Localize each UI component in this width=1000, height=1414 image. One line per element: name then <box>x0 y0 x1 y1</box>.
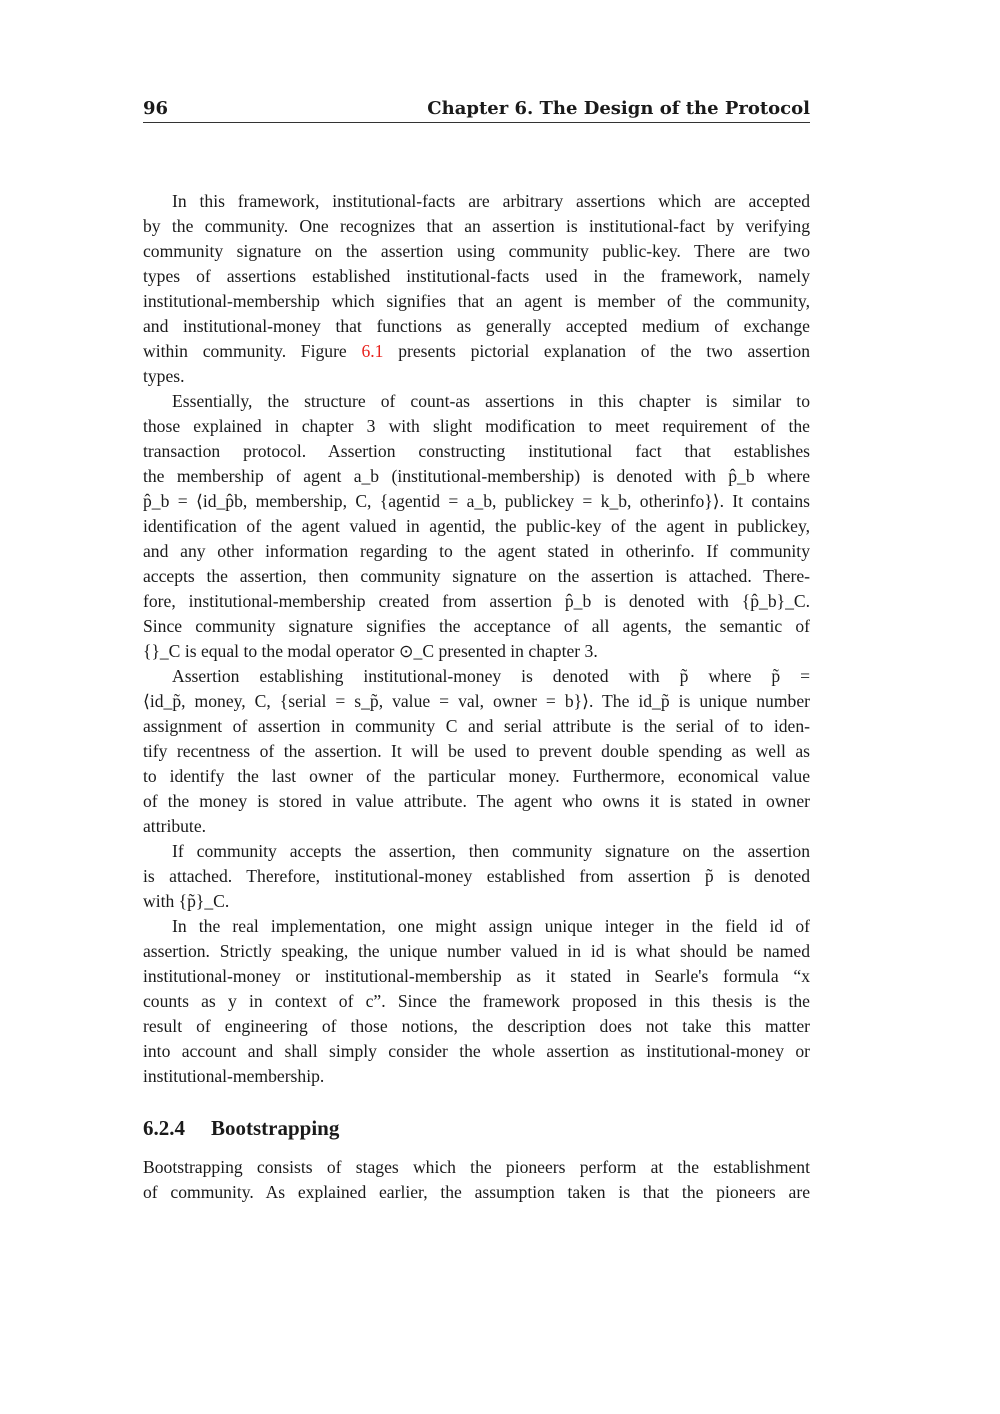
text-line: In the real implementation, one might assign unique integer in the field id of <box>172 916 810 936</box>
section-body <box>143 1155 810 1205</box>
text-line: to identify the last owner of the particular money. Furthermore, economical value <box>143 766 810 786</box>
text-line: transaction protocol. Assertion constructing institutional fact that establishes <box>143 441 810 461</box>
page-number: 96 <box>143 98 169 119</box>
text-line: of community. As explained earlier, the assumption taken is that the pioneers are <box>143 1182 810 1202</box>
text-line: types. <box>143 366 185 386</box>
text-line: assignment of assertion in community C and serial attribute is the serial of to iden- <box>143 716 810 736</box>
text-line: with {p̃}_C. <box>143 891 230 911</box>
text-line: the membership of agent a_b (institutional-membership) is denoted with p̂_b where <box>143 466 810 486</box>
text-line: of the money is stored in value attribute. The agent who owns it is stated in owner <box>143 791 810 811</box>
text-line: accepts the assertion, then community signature on the assertion is attached. There- <box>143 566 810 586</box>
section-title: Bootstrapping <box>211 1116 340 1140</box>
paragraph-5 <box>143 914 810 1089</box>
text-line: attribute. <box>143 816 207 836</box>
text-line: tify recentness of the assertion. It will be used to prevent double spending as well as <box>143 741 810 761</box>
text-line: institutional-membership. <box>143 1066 325 1086</box>
text-line: Essentially, the structure of count-as assertions in this chapter is similar to <box>172 391 810 411</box>
text-line-with-figure-link: within community. Figure 6.1 presents pictorial explanation of the two assertion <box>143 341 810 361</box>
text-line: institutional-membership which signifies that an agent is member of the community, <box>143 291 810 311</box>
text-line: If community accepts the assertion, then community signature on the assertion <box>172 841 810 861</box>
text-line: those explained in chapter 3 with slight modification to meet requirement of the <box>143 416 810 436</box>
text-line: Bootstrapping consists of stages which the pioneers perform at the establishment <box>143 1157 810 1177</box>
math-line: ⟨id_p̃, money, C, {serial = s_p̃, value = val, owner = b}⟩. The id_p̃ is unique number <box>143 691 810 711</box>
text-line: assertion. Strictly speaking, the unique number valued in id is what should be named <box>143 941 810 961</box>
text-line: institutional-money or institutional-membership as it stated in Searle's formula “x <box>143 966 810 986</box>
figure-link[interactable]: 6.1 <box>361 341 384 361</box>
text-line: types of assertions established institutional-facts used in the framework, namely <box>143 266 810 286</box>
math-line: p̂_b = ⟨id_p̂b, membership, C, {agentid = a_b, publickey = k_b, otherinfo}⟩. It contains <box>143 491 810 511</box>
text-line: and any other information regarding to the agent stated in otherinfo. If community <box>143 541 810 561</box>
paragraph-4 <box>143 839 810 914</box>
text-line: is attached. Therefore, institutional-money established from assertion p̃ is denoted <box>143 866 810 886</box>
text-line: by the community. One recognizes that an assertion is institutional-fact by verifying <box>143 216 810 236</box>
running-header <box>143 96 810 123</box>
text-line: {}_C is equal to the modal operator ⊙_C presented in chapter 3. <box>143 641 598 661</box>
text-line: into account and shall simply consider the whole assertion as institutional-money or <box>143 1041 810 1061</box>
text-line: Since community signature signifies the acceptance of all agents, the semantic of <box>143 616 810 636</box>
text-line: Assertion establishing institutional-money is denoted with p̃ where p̃ = <box>172 666 810 686</box>
section-heading <box>143 1116 339 1141</box>
chapter-title: Chapter 6. The Design of the Protocol <box>427 98 810 119</box>
section-number: 6.2.4 <box>143 1116 185 1140</box>
text-line: identification of the agent valued in agentid, the public-key of the agent in publickey, <box>143 516 810 536</box>
text-line: fore, institutional-membership created from assertion p̂_b is denoted with {p̂_b}_C. <box>143 591 810 611</box>
text-line: counts as y in context of c”. Since the framework proposed in this thesis is the <box>143 991 810 1011</box>
paragraph-2 <box>143 389 810 664</box>
text-line: In this framework, institutional-facts are arbitrary assertions which are accepted <box>172 191 810 211</box>
text-line: community signature on the assertion using community public-key. There are two <box>143 241 810 261</box>
paragraph-3 <box>143 664 810 839</box>
text-line: and institutional-money that functions as generally accepted medium of exchange <box>143 316 810 336</box>
text-line: result of engineering of those notions, the description does not take this matter <box>143 1016 810 1036</box>
paragraph-1 <box>143 189 810 389</box>
body-text <box>143 189 810 1089</box>
